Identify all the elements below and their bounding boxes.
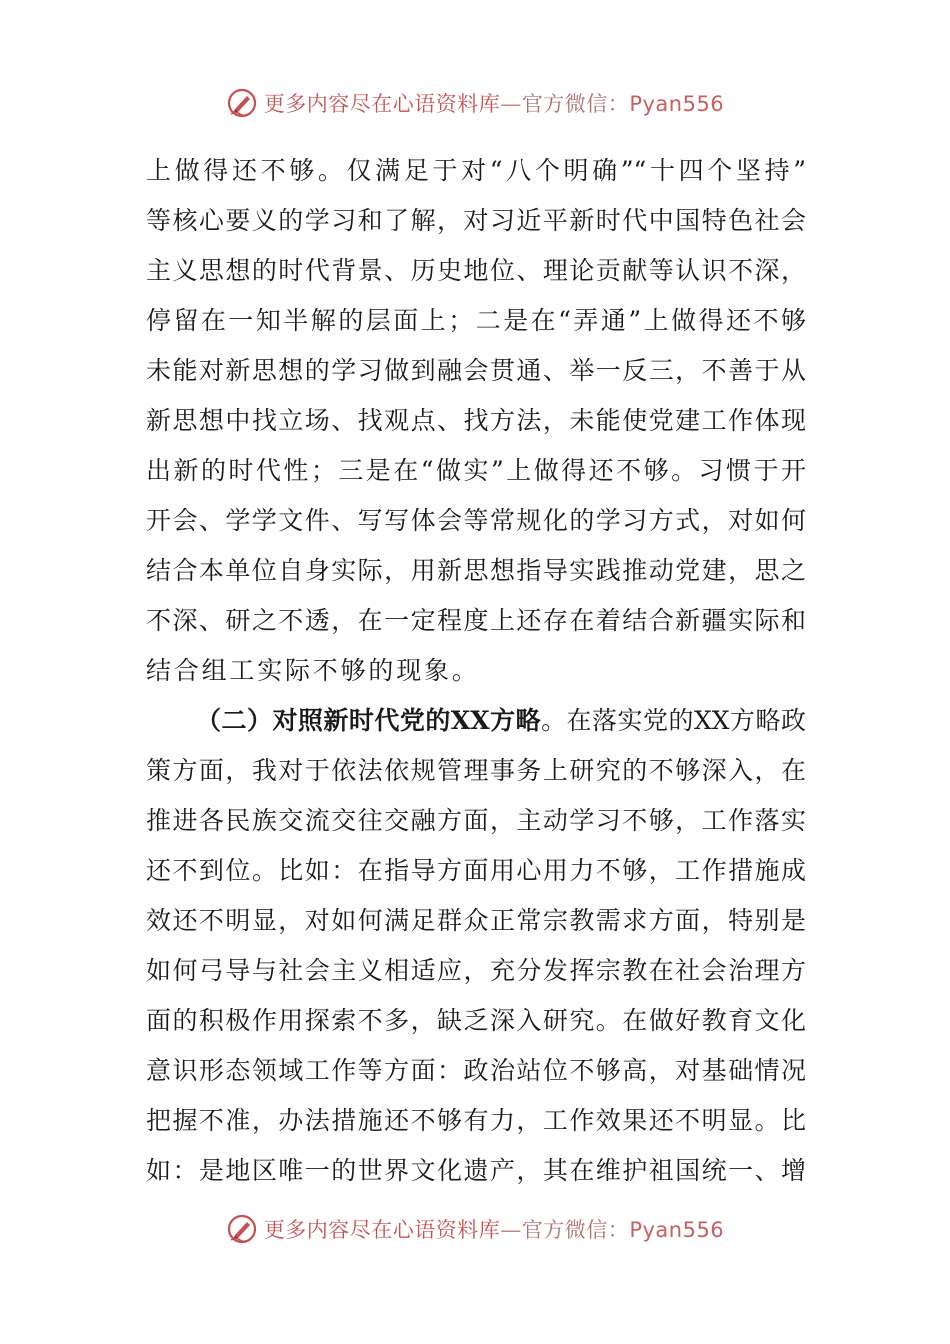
section-line-3: 还不到位。比如：在指导方面用心用力不够，工作措施成: [146, 856, 806, 885]
pen-logo-icon: [226, 1213, 258, 1245]
section-line-2: 推进各民族交流交往交融方面，主动学习不够，工作落实: [146, 806, 806, 835]
pen-logo-icon: [226, 87, 258, 119]
section-first-line-rest: 。在落实党的XX方略政: [541, 706, 806, 735]
body-line-11: 结合组工实际不够的现象。: [146, 656, 480, 685]
section-line-9: 如：是地区唯一的世界文化遗产，其在维护祖国统一、增: [146, 1156, 806, 1185]
watermark-text: [264, 1214, 724, 1244]
body-line-5: 未能对新思想的学习做到融会贯通、举一反三，不善于从: [146, 356, 806, 385]
body-line-2: 等核心要义的学习和了解，对习近平新时代中国特色社会: [146, 206, 806, 235]
watermark-dash: —: [500, 92, 522, 116]
section-line-5: 如何弓导与社会主义相适应，充分发挥宗教在社会治理方: [146, 956, 806, 985]
section-line-1: 策方面，我对于依法依规管理事务上研究的不够深入，在: [146, 756, 806, 785]
watermark-id: Pyan556: [629, 92, 725, 116]
body-line-10: 不深、研之不透，在一定程度上还存在着结合新疆实际和: [146, 606, 806, 635]
body-line-4: 停留在一知半解的层面上；二是在“弄通”上做得还不够: [146, 306, 806, 335]
section-heading: （二）对照新时代党的XX方略: [196, 706, 542, 735]
body-line-7: 出新的时代性；三是在“做实”上做得还不够。习惯于开: [146, 456, 806, 485]
body-line-9: 结合本单位自身实际，用新思想指导实践推动党建，思之: [146, 556, 806, 585]
watermark-brand: 更多内容尽在心语资料库: [263, 1218, 501, 1242]
body-line-1: 上做得还不够。仅满足于对“八个明确”“十四个坚持”: [146, 156, 806, 185]
watermark-id: Pyan556: [629, 1218, 725, 1242]
section-line-7: 意识形态领域工作等方面：政治站位不够高，对基础情况: [146, 1056, 806, 1085]
watermark-text: [264, 88, 724, 118]
section-line-6: 面的积极作用探索不多，缺乏深入研究。在做好教育文化: [146, 1006, 806, 1035]
section-line-8: 把握不准，办法措施还不够有力，工作效果还不明显。比: [146, 1106, 806, 1135]
watermark-dash: —: [500, 1218, 522, 1242]
footer-watermark: [0, 1209, 950, 1249]
section-line-4: 效还不明显，对如何满足群众正常宗教需求方面，特别是: [146, 906, 806, 935]
body-line-6: 新思想中找立场、找观点、找方法，未能使党建工作体现: [146, 406, 806, 435]
body-line-8: 开会、学学文件、写写体会等常规化的学习方式，对如何: [146, 506, 806, 535]
header-watermark: [0, 83, 950, 123]
document-body: [146, 146, 806, 1196]
watermark-official: 官方微信：: [521, 1218, 630, 1242]
section-heading-line: [146, 696, 806, 746]
body-line-3: 主义思想的时代背景、历史地位、理论贡献等认识不深，: [146, 256, 806, 285]
watermark-official: 官方微信：: [521, 92, 630, 116]
watermark-brand: 更多内容尽在心语资料库: [263, 92, 501, 116]
